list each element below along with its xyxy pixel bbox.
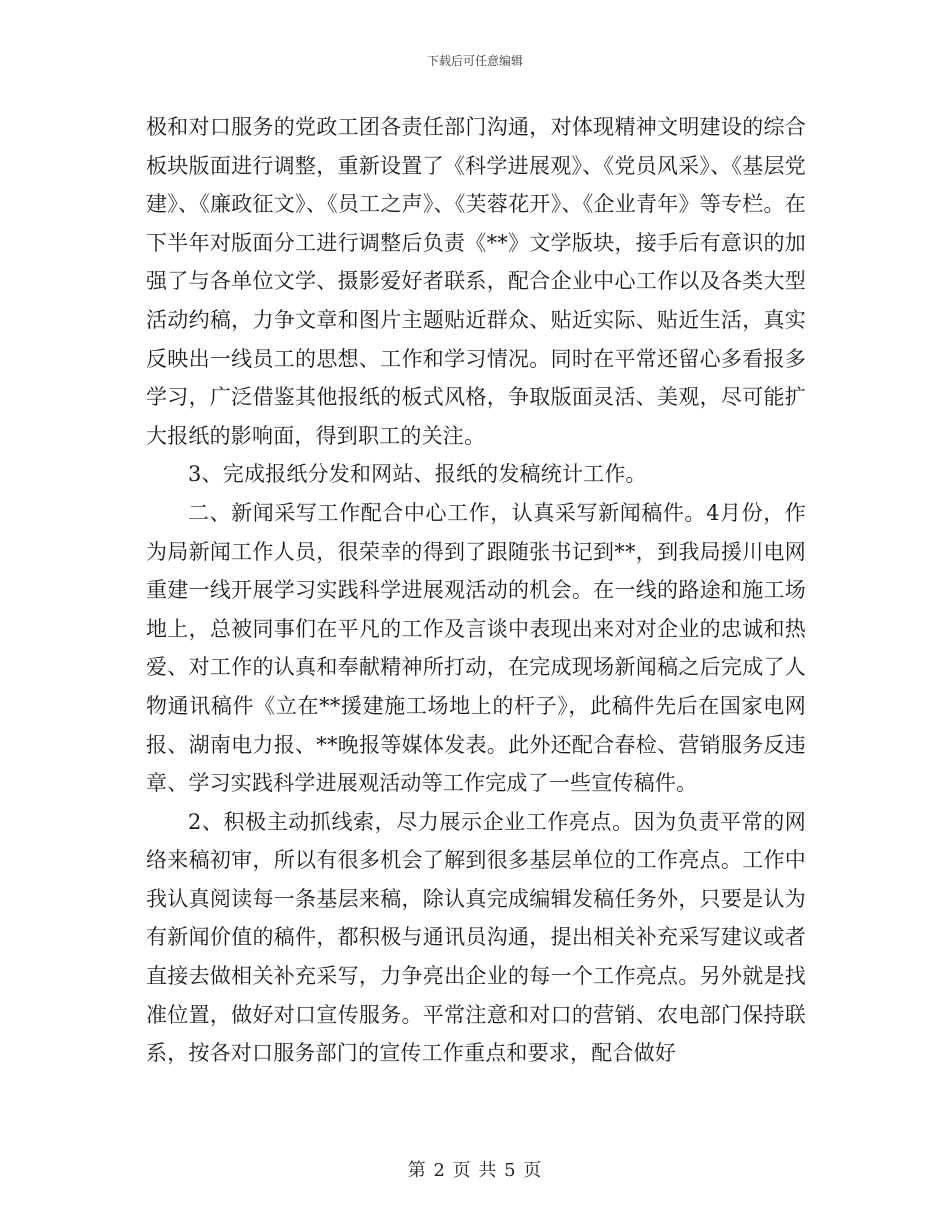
paragraph-item-3: 3、完成报纸分发和网站、报纸的发稿统计工作。: [188, 462, 647, 487]
page-number-footer: 第 2 页 共 5 页: [407, 1160, 543, 1181]
document-body: [146, 108, 806, 1073]
paragraph-item-2: 2、积极主动抓线索，尽力展示企业工作亮点。因为负责平常的网络来稿初审，所以有很多机会了解到很多基层单位的工作亮点。工作中我认真阅读每一条基层来稿，除认真完成编辑发稿任务外，只要是认为有新闻价值的稿件，都积极与通讯员沟通，提出相关补充采写建议或者直接去做相关补充采写，力争亮出企业的每一个工作亮点。另外就是找准位置，做好对口宣传服务。平常注意和对口的营销、农电部门保持联系，按各对口服务部门的宣传工作重点和要求，配合做好: [146, 809, 806, 1066]
page-header: 下载后可任意编辑: [426, 54, 523, 68]
paragraph-continuation: 极和对口服务的党政工团各责任部门沟通，对体现精神文明建设的综合板块版面进行调整，重新设置了《科学进展观》、《党员风采》、《基层党建》、《廉政征文》、《员工之声》、《芙蓉花开》、《企业青年》等专栏。在下半年对版面分工进行调整后负责《**》文学版块，接手后有意识的加强了与各单位文学、摄影爱好者联系，配合企业中心工作以及各类大型活动约稿，力争文章和图片主题贴近群众、贴近实际、贴近生活，真实反映出一线员工的思想、工作和学习情况。同时在平常还留心多看报多学习，广泛借鉴其他报纸的板式风格，争取版面灵活、美观，尽可能扩大报纸的影响面，得到职工的关注。: [146, 115, 806, 448]
paragraph-section-2: 二、新闻采写工作配合中心工作，认真采写新闻稿件。4月份，作为局新闻工作人员，很荣幸的得到了跟随张书记到**，到我局援川电网重建一线开展学习实践科学进展观活动的机会。在一线的路途和施工场地上，总被同事们在平凡的工作及言谈中表现出来对对企业的忠诚和热爱、对工作的认真和奉献精神所打动，在完成现场新闻稿之后完成了人物通讯稿件《立在**援建施工场地上的杆子》，此稿件先后在国家电网报、湖南电力报、**晚报等媒体发表。此外还配合春检、营销服务反违章、学习实践科学进展观活动等工作完成了一些宣传稿件。: [146, 500, 806, 796]
